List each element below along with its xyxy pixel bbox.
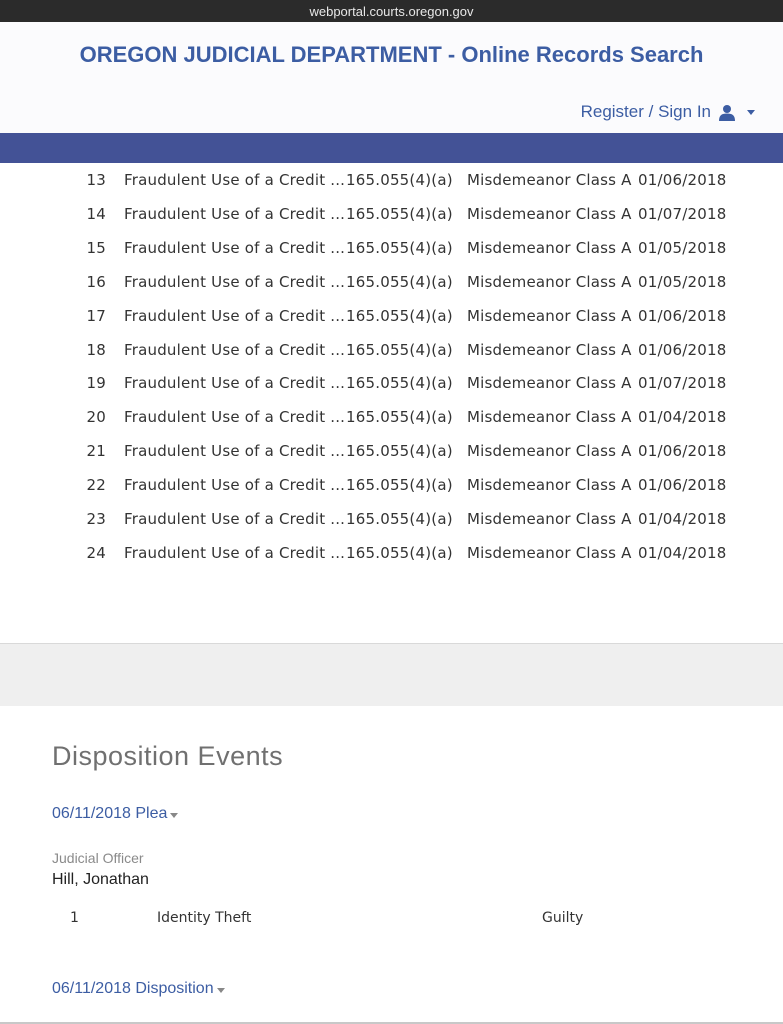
charge-row xyxy=(0,434,783,468)
charge-statute: 165.055(4)(a) xyxy=(346,204,453,223)
event-label: 06/11/2018 Disposition xyxy=(52,980,214,997)
charge-number: 18 xyxy=(86,340,106,359)
disposition-result: Guilty xyxy=(542,910,584,926)
charge-row xyxy=(0,333,783,367)
charge-date: 01/06/2018 xyxy=(638,476,727,495)
dropdown-arrow-icon xyxy=(170,813,178,818)
charge-row xyxy=(0,231,783,265)
charge-date: 01/04/2018 xyxy=(638,408,727,427)
user-icon xyxy=(719,104,735,121)
charge-level: Misdemeanor Class A xyxy=(467,476,632,495)
charge-date: 01/07/2018 xyxy=(638,374,727,393)
event-link-disposition[interactable] xyxy=(52,980,225,998)
charge-statute: 165.055(4)(a) xyxy=(346,543,453,562)
charge-number: 17 xyxy=(86,306,106,325)
charge-date: 01/05/2018 xyxy=(638,272,727,291)
site-title: OREGON JUDICIAL DEPARTMENT - Online Records Search xyxy=(79,42,704,67)
judicial-officer-label: Judicial Officer xyxy=(52,850,144,866)
charge-statute: 165.055(4)(a) xyxy=(346,238,453,257)
charge-level: Misdemeanor Class A xyxy=(467,543,632,562)
charge-row xyxy=(0,299,783,333)
charge-level: Misdemeanor Class A xyxy=(467,408,632,427)
charge-level: Misdemeanor Class A xyxy=(467,510,632,528)
charge-description: Fraudulent Use of a Credit ... xyxy=(124,238,346,257)
charge-number: 21 xyxy=(86,442,106,461)
disposition-card xyxy=(0,706,783,1024)
charge-row xyxy=(0,502,783,536)
charge-level: Misdemeanor Class A xyxy=(467,204,632,223)
charge-date: 01/04/2018 xyxy=(638,543,727,562)
charge-row xyxy=(0,163,783,197)
charge-description: Fraudulent Use of a Credit ... xyxy=(124,272,346,291)
charge-statute: 165.055(4)(a) xyxy=(346,442,453,461)
charge-date: 01/06/2018 xyxy=(638,306,727,325)
charge-number: 23 xyxy=(86,510,106,528)
charge-number: 20 xyxy=(86,408,106,427)
site-header xyxy=(0,22,783,134)
charge-row xyxy=(0,366,783,400)
charge-statute: 165.055(4)(a) xyxy=(346,272,453,291)
disposition-number: 1 xyxy=(70,910,79,926)
charge-statute: 165.055(4)(a) xyxy=(346,340,453,359)
charge-description: Fraudulent Use of a Credit ... xyxy=(124,408,346,427)
charge-level: Misdemeanor Class A xyxy=(467,272,632,291)
charge-date: 01/06/2018 xyxy=(638,340,727,359)
disposition-row xyxy=(0,910,783,934)
charge-number: 15 xyxy=(86,238,106,257)
charge-statute: 165.055(4)(a) xyxy=(346,408,453,427)
judicial-officer-name: Hill, Jonathan xyxy=(52,871,149,888)
charge-description: Fraudulent Use of a Credit ... xyxy=(124,306,346,325)
charge-row xyxy=(0,468,783,502)
dropdown-arrow-icon xyxy=(217,988,225,993)
charge-row xyxy=(0,197,783,231)
charge-level: Misdemeanor Class A xyxy=(467,238,632,257)
charge-description: Fraudulent Use of a Credit ... xyxy=(124,476,346,495)
section-title: Disposition Events xyxy=(52,741,284,771)
url-text: webportal.courts.oregon.gov xyxy=(309,3,474,19)
nav-bar xyxy=(0,133,783,163)
charge-number: 22 xyxy=(86,476,106,495)
charge-description: Fraudulent Use of a Credit ... xyxy=(124,204,346,223)
register-sign-in-label: Register / Sign In xyxy=(580,102,711,121)
charge-statute: 165.055(4)(a) xyxy=(346,306,453,325)
charge-level: Misdemeanor Class A xyxy=(467,306,632,325)
charge-statute: 165.055(4)(a) xyxy=(346,374,453,393)
charge-date: 01/06/2018 xyxy=(638,442,727,461)
charge-description: Fraudulent Use of a Credit ... xyxy=(124,442,346,461)
charge-number: 13 xyxy=(86,171,106,189)
charge-row xyxy=(0,265,783,299)
charge-number: 24 xyxy=(86,543,106,562)
charges-card xyxy=(0,163,783,644)
charge-row xyxy=(0,400,783,434)
charge-description: Fraudulent Use of a Credit ... xyxy=(124,171,346,189)
charge-date: 01/05/2018 xyxy=(638,238,727,257)
register-sign-in-menu[interactable] xyxy=(581,102,755,122)
charge-date: 01/04/2018 xyxy=(638,510,727,528)
charge-statute: 165.055(4)(a) xyxy=(346,171,453,189)
charge-description: Fraudulent Use of a Credit ... xyxy=(124,374,346,393)
charge-number: 16 xyxy=(86,272,106,291)
charge-description: Fraudulent Use of a Credit ... xyxy=(124,543,346,562)
caret-down-icon xyxy=(747,110,755,115)
charge-description: Fraudulent Use of a Credit ... xyxy=(124,340,346,359)
charge-level: Misdemeanor Class A xyxy=(467,374,632,393)
charge-date: 01/06/2018 xyxy=(638,171,727,189)
charge-level: Misdemeanor Class A xyxy=(467,340,632,359)
charge-level: Misdemeanor Class A xyxy=(467,442,632,461)
charge-description: Fraudulent Use of a Credit ... xyxy=(124,510,346,528)
disposition-description: Identity Theft xyxy=(157,910,252,926)
charge-row xyxy=(0,536,783,570)
charge-statute: 165.055(4)(a) xyxy=(346,476,453,495)
charge-level: Misdemeanor Class A xyxy=(467,171,632,189)
event-link-plea[interactable] xyxy=(52,805,178,823)
charge-number: 19 xyxy=(86,374,106,393)
event-label: 06/11/2018 Plea xyxy=(52,805,168,822)
browser-url-bar[interactable] xyxy=(0,0,783,22)
charge-date: 01/07/2018 xyxy=(638,204,727,223)
charge-statute: 165.055(4)(a) xyxy=(346,510,453,528)
charge-number: 14 xyxy=(86,204,106,223)
